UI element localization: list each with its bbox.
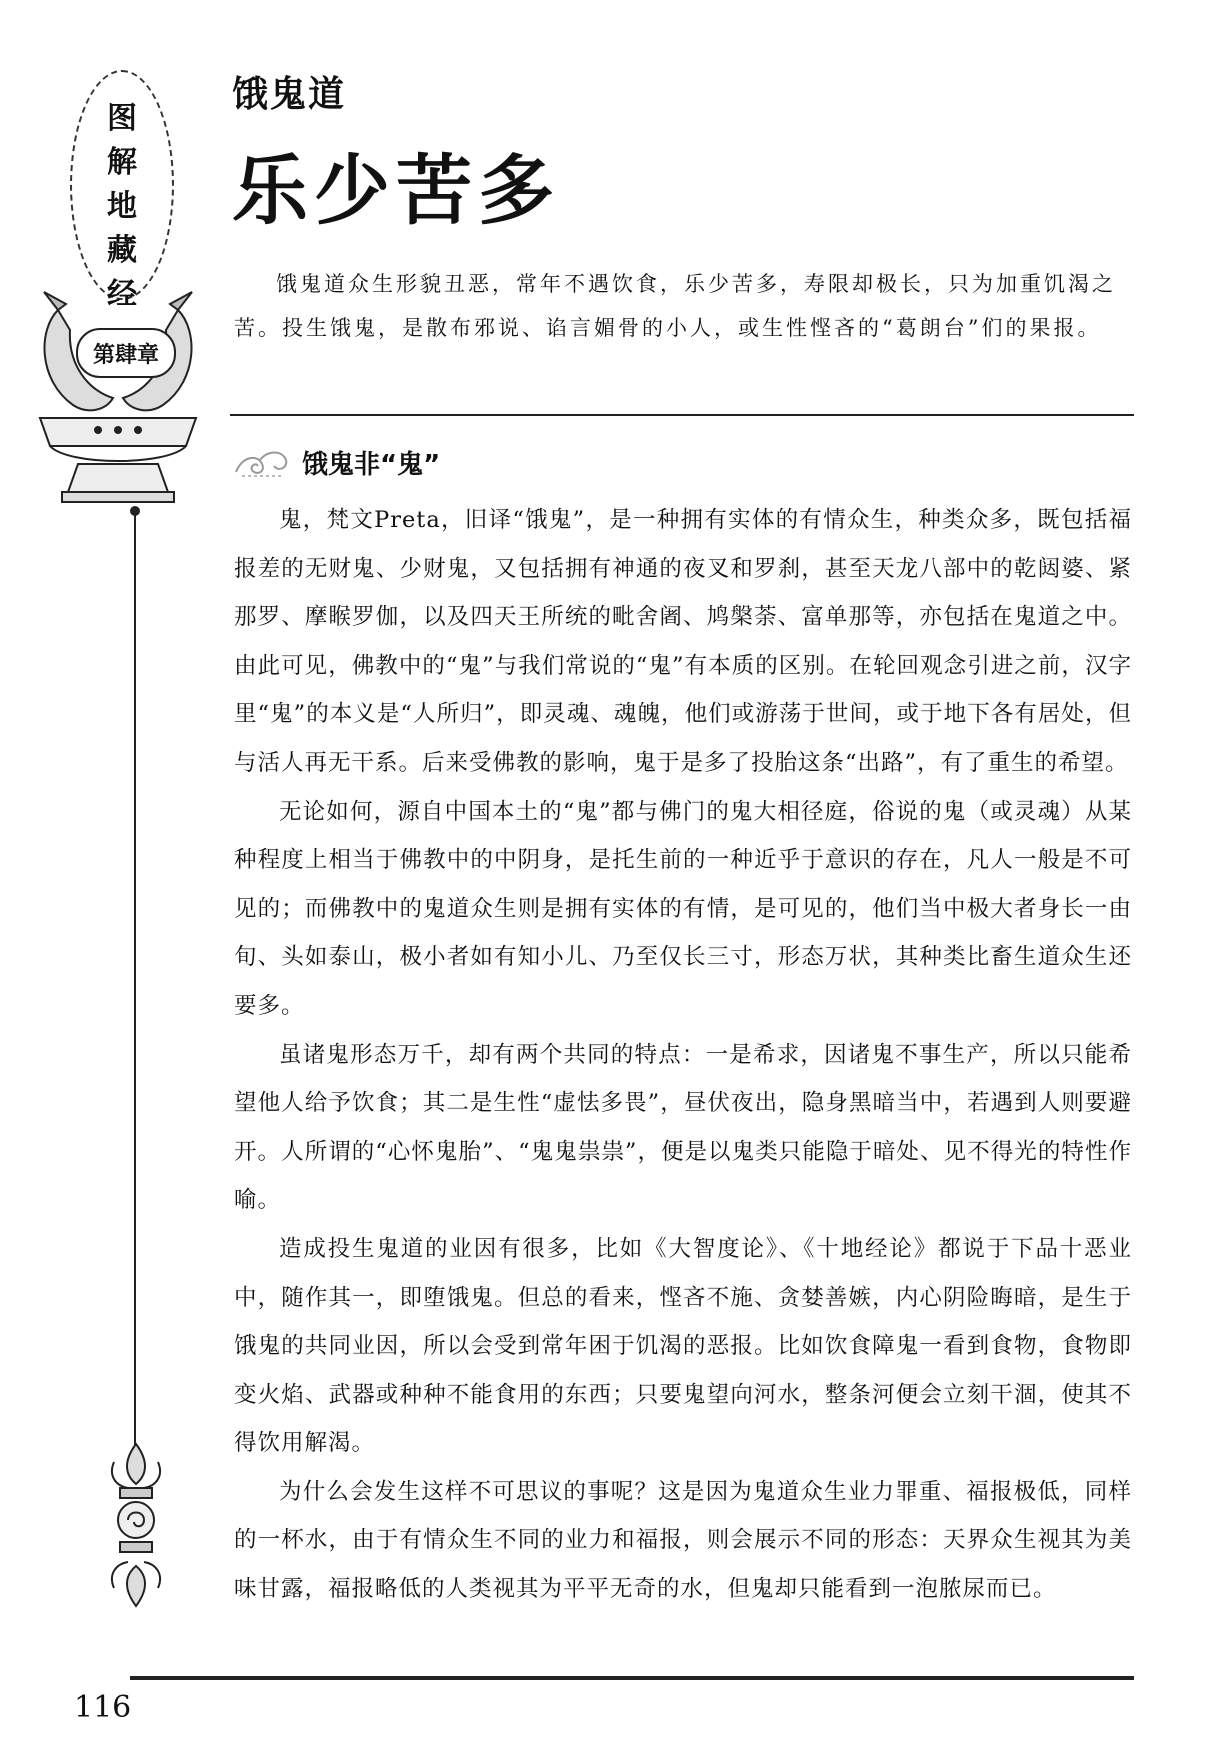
section-divider	[230, 414, 1134, 416]
series-title-char: 藏	[107, 233, 137, 268]
body-paragraph: 鬼，梵文Preta，旧译“饿鬼”，是一种拥有实体的有情众生，种类众多，既包括福报差的无财鬼、少财鬼，又包括拥有神通的夜叉和罗刹，甚至天龙八部中的乾闼婆、紧那罗、摩睺罗伽，以及四天王所统的毗舍阇、鸠槃荼、富单那等，亦包括在鬼道之中。由此可见，佛教中的“鬼”与我们常说的“鬼”有本质的区别。在轮回观念引进之前，汉字里“鬼”的本义是“人所归”，即灵魂、魂魄，他们或游荡于世间，或于地下各有居处，但与活人再无干系。后来受佛教的影响，鬼于是多了投胎这条“出路”，有了重生的希望。	[234, 507, 1132, 776]
fish-bowl-icon	[18, 270, 218, 510]
footer-rule	[130, 1676, 1134, 1680]
body-text	[234, 496, 1132, 1614]
series-title-char: 解	[107, 145, 137, 180]
section-label: 饿鬼道	[232, 74, 347, 115]
subsection-heading	[232, 444, 440, 481]
vertical-divider	[134, 510, 136, 1450]
body-paragraph: 虽诸鬼形态万千，却有两个共同的特点：一是希求，因诸鬼不事生产，所以只能希望他人给予饮食；其二是生性“虚怯多畏”，昼伏夜出，隐身黑暗当中，若遇到人则要避开。人所谓的“心怀鬼胎”、“鬼鬼祟祟”，便是以鬼类只能隐于暗处、见不得光的特性作喻。	[234, 1041, 1132, 1214]
cloud-swirl-icon	[232, 446, 290, 480]
body-paragraph: 无论如何，源自中国本土的“鬼”都与佛门的鬼大相径庭，俗说的鬼（或灵魂）从某种程度上相当于佛教中的中阴身，是托生前的一种近乎于意识的存在，凡人一般是不可见的；而佛教中的鬼道众生则是拥有实体的有情，是可见的，他们当中极大者身长一由旬、头如泰山，极小者如有知小儿、乃至仅长三寸，形态万状，其种类比畜生道众生还要多。	[234, 798, 1132, 1019]
chapter-badge-label: 第肆章	[92, 342, 159, 368]
series-title-char: 地	[107, 189, 137, 224]
series-title-char: 经	[107, 277, 137, 312]
vajra-icon	[94, 1440, 178, 1610]
page-number: 116	[74, 1690, 132, 1725]
series-title-char: 图	[107, 101, 137, 136]
body-paragraph: 造成投生鬼道的业因有很多，比如《大智度论》、《十地经论》都说于下品十恶业中，随作其一，即堕饿鬼。但总的看来，悭吝不施、贪婪善嫉，内心阴险晦暗，是生于饿鬼的共同业因，所以会受到常年困于饥渴的恶报。比如饮食障鬼一看到食物，食物即变火焰、武器或种种不能食用的东西；只要鬼望向河水，整条河便会立刻干涸，使其不得饮用解渴。	[234, 1235, 1132, 1457]
page-title: 乐少苦多	[232, 146, 560, 235]
body-paragraph: 为什么会发生这样不可思议的事呢？这是因为鬼道众生业力罪重、福报极低，同样的一杯水，由于有情众生不同的业力和福报，则会展示不同的形态：天界众生视其为美味甘露，福报略低的人类视其为平平无奇的水，但鬼却只能看到一泡脓尿而已。	[234, 1478, 1132, 1603]
chapter-badge	[76, 328, 176, 378]
chapter-ornament	[18, 70, 218, 510]
subsection-title: 饿鬼非“鬼”	[302, 450, 441, 480]
intro-paragraph: 饿鬼道众生形貌丑恶，常年不遇饮食，乐少苦多，寿限却极长，只为加重饥渴之苦。投生饿鬼，是散布邪说、谄言媚骨的小人，或生性悭吝的“葛朗台”们的果报。	[234, 272, 1116, 340]
